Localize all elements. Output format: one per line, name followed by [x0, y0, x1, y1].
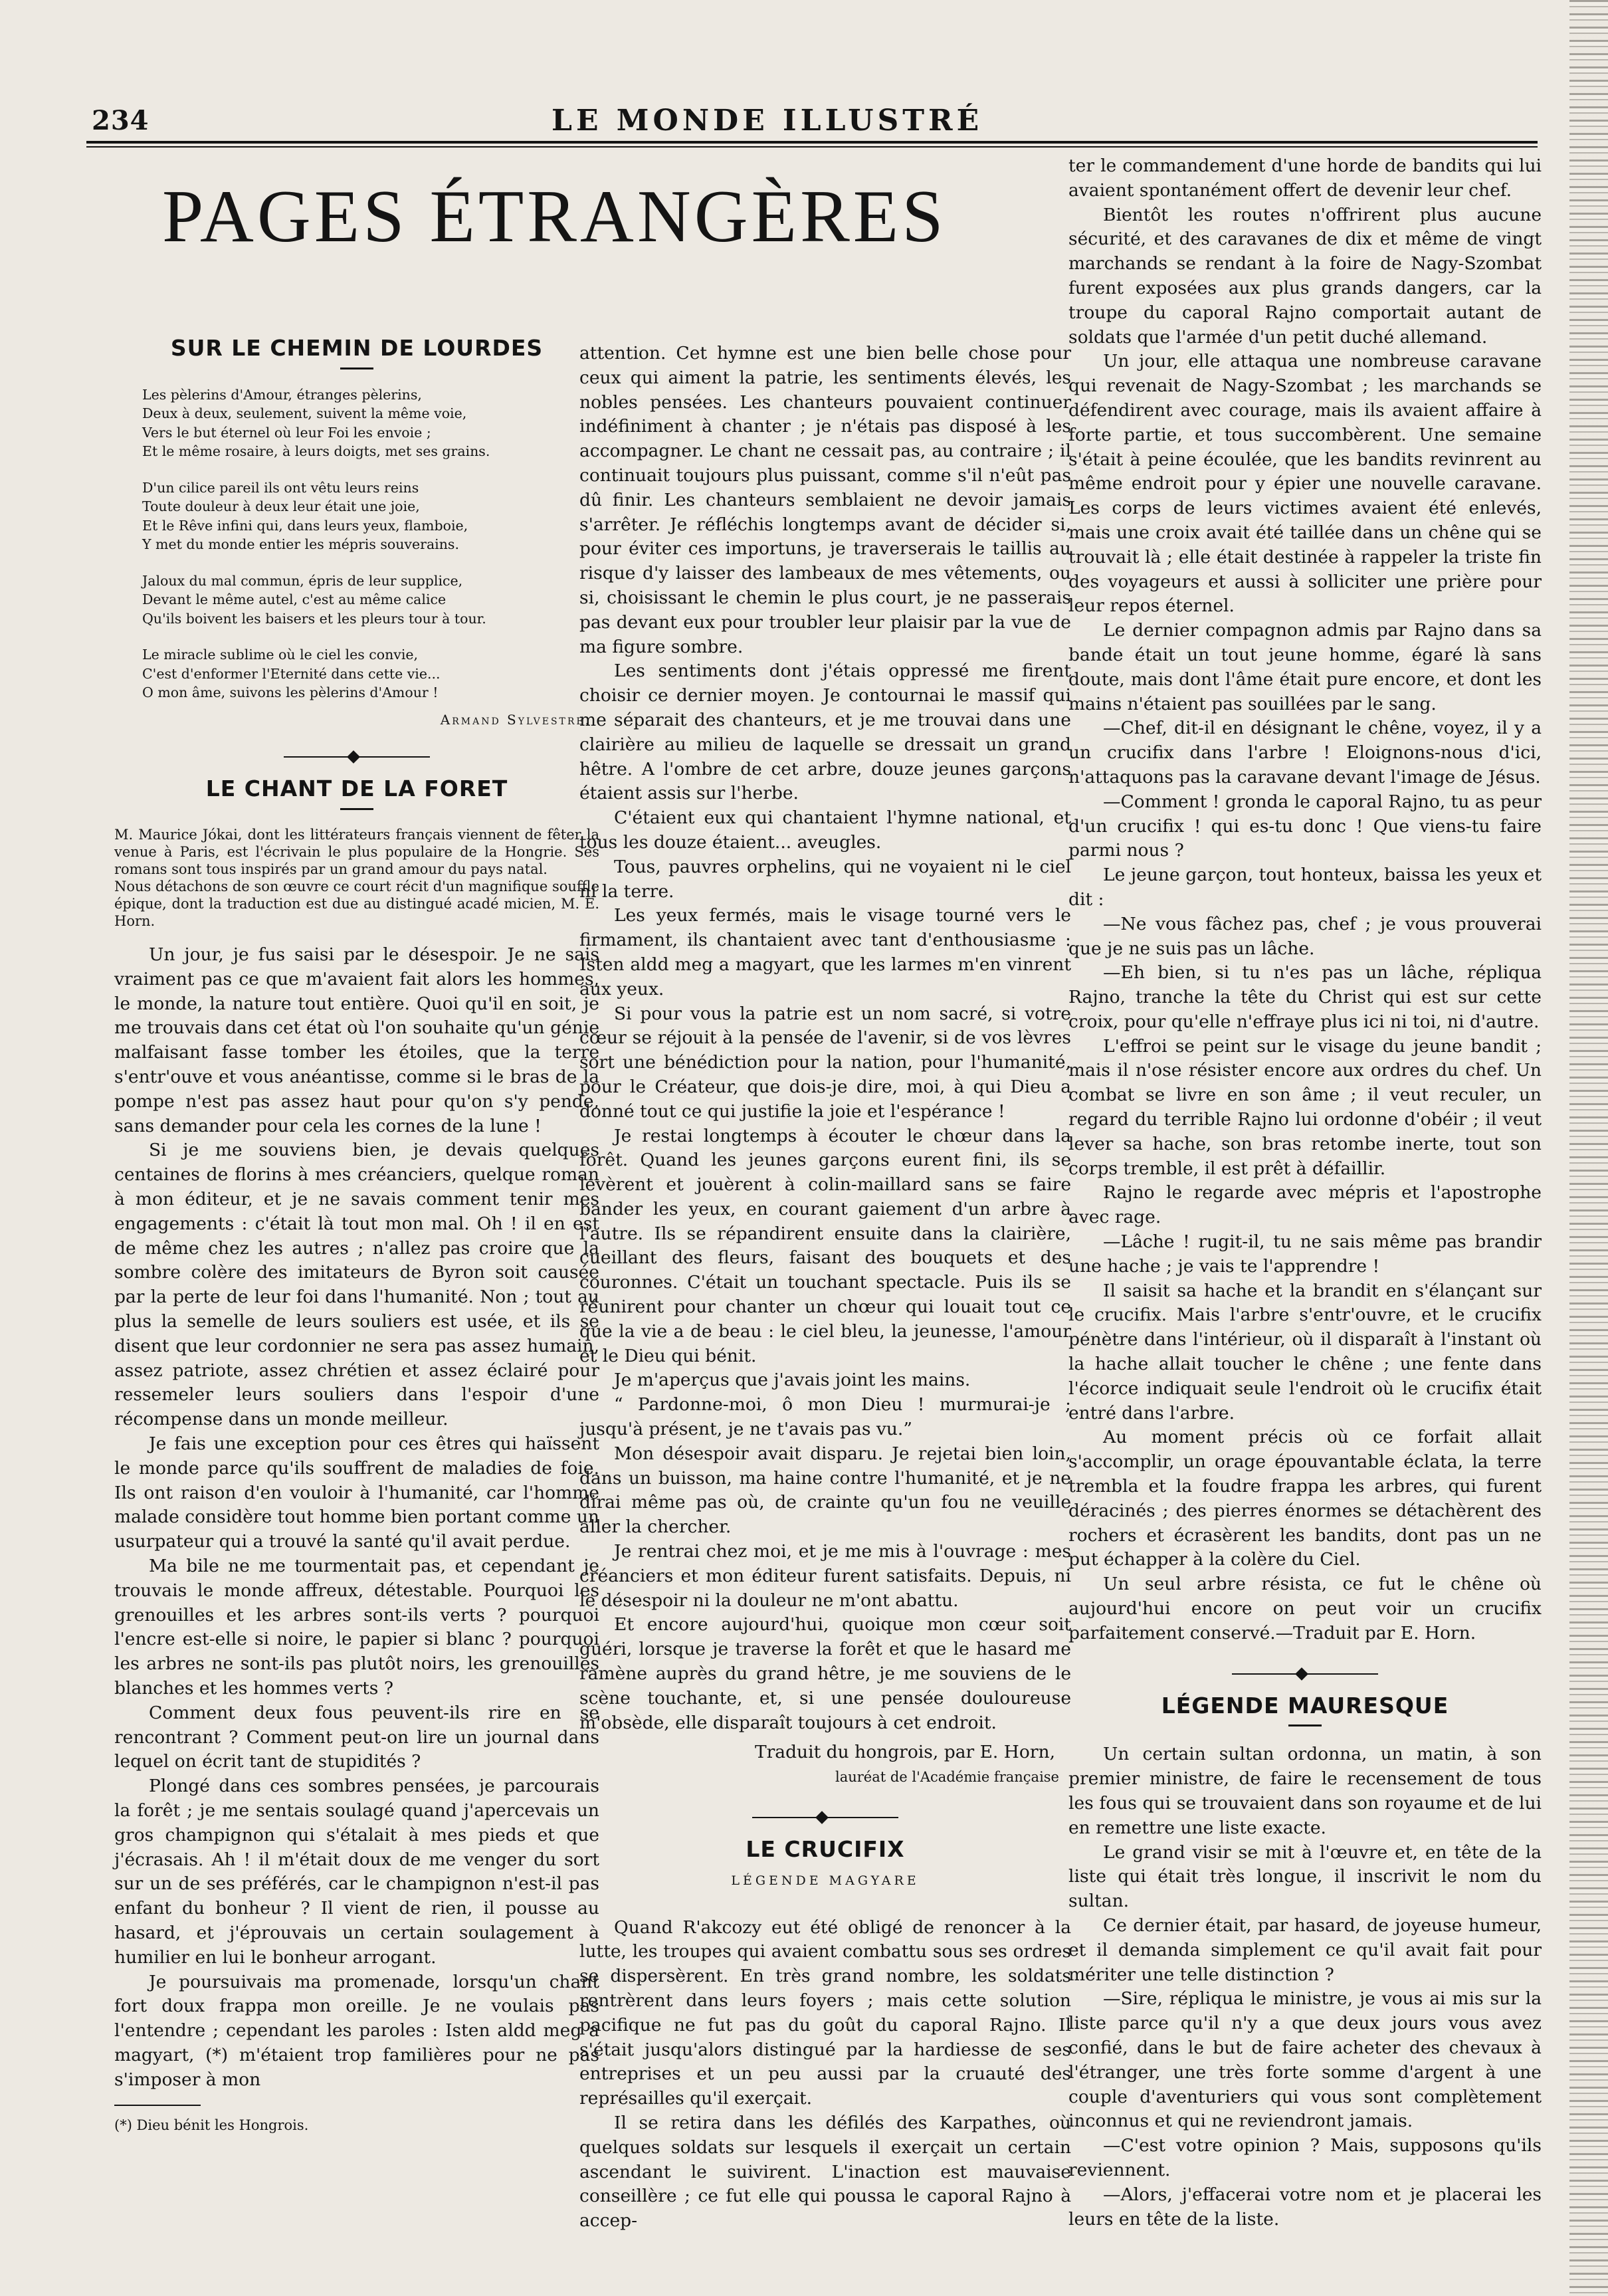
paragraph: Rajno le regarde avec mépris et l'apostrophe avec rage. [1068, 1182, 1542, 1228]
poem-line: Qu'ils boivent les baisers et les pleurs tour à tour. [142, 610, 486, 627]
paragraph: C'étaient eux qui chantaient l'hymne national, et tous les douze étaient... aveugles. [579, 807, 1071, 853]
poem-line: Et le Rêve infini qui, dans leurs yeux, flamboie, [142, 517, 468, 534]
poem-line: Et le même rosaire, à leurs doigts, met ses grains. [142, 443, 490, 460]
paragraph: Les sentiments dont j'étais oppressé me firent choisir ce dernier moyen. Je contournai le massif qui me séparait des chanteurs, et je me trouvai dans une clairière au milieu de laquelle se dressait un grand hêtre. A l'ombre de cet arbre, douze jeunes garçons étaient assis sur l'herbe. [579, 661, 1071, 804]
crucifix-subtitle: LÉGENDE MAGYARE [731, 1873, 920, 1888]
column-3 [1068, 154, 1542, 2232]
paragraph: Le jeune garçon, tout honteux, baissa les yeux et dit : [1068, 865, 1542, 910]
paragraph: Si pour vous la patrie est un nom sacré, si votre cœur se réjouit à la pensée de l'avenir, si de vos lèvres sort une bénédiction pour la nation, pour l'humanité, pour le Créateur, que dois-je dire, moi, à qui Dieu a donné tout ce qui justifie la joie et l'espérance ! [579, 1003, 1071, 1122]
poem-line: Vers le but éternel où leur Foi les envoie ; [142, 424, 431, 441]
paragraph: Je poursuivais ma promenade, lorsqu'un chant fort doux frappa mon oreille. Je ne voulais pas l'entendre ; cependant les paroles : Isten aldd meg a magyart, (*) m'étaient trop familières pour ne pas s'imposer à mon [114, 1971, 599, 2090]
paragraph: Au moment précis où ce forfait allait s'accomplir, un orage épouvantable éclata, la terre trembla et la foudre frappa les arbres, qui furent déracinés ; des pierres énormes se détachèrent des rochers et écrasèrent les bandits, dont pas un ne put échapper à la colère du Ciel. [1068, 1427, 1542, 1570]
page-number: 234 [92, 105, 150, 136]
paragraph: Tous, pauvres orphelins, qui ne voyaient ni le ciel ni la terre. [579, 856, 1071, 902]
paragraph: Il saisit sa hache et la brandit en s'élançant sur le crucifix. Mais l'arbre s'entr'ouvre, et le crucifix pénètre dans l'intérieur, où il disparaît à l'instant où la hache allait toucher le chêne ; une fente dans l'écorce indiquait seule l'endroit où le crucifix était entré dans l'arbre. [1068, 1280, 1542, 1423]
legende-title: LÉGENDE MAURESQUE [1161, 1692, 1449, 1719]
paragraph: Un jour, je fus saisi par le désespoir. Je ne sais vraiment pas ce que m'avaient fait alors les hommes, le monde, la nature tout entière. Quoi qu'il en soit, je me trouvais dans cet état où l'on souhaite qu'un génie malfaisant fasse tomber les étoiles, que la terre s'entr'ouve et vous anéantisse, comme si le bras de la pompe n'est pas assez haut pour qu'on s'y pende, sans demander pour cela les cornes de la lune ! [114, 944, 599, 1136]
intro-paragraph: M. Maurice Jókai, dont les littérateurs français viennent de fêter la venue à Paris, est l'écrivain le plus populaire de la Hongrie. Ses romans sont tous inspirés par un grand amour du pays natal. [114, 827, 599, 878]
poem-line: Devant le même autel, c'est au même calice [142, 591, 447, 608]
poem-line: C'est d'enformer l'Eternité dans cette vie... [142, 665, 441, 682]
paragraph: Un seul arbre résista, ce fut le chêne où aujourd'hui encore on peut voir un crucifix parfaitement conservé.—Traduit par E. Horn. [1068, 1574, 1542, 1643]
poem-line: Jaloux du mal commun, épris de leur supplice, [142, 572, 463, 589]
paragraph: Ma bile ne me tourmentait pas, et cependant je trouvais le monde affreux, détestable. Pourquoi les grenouilles et les arbres sont-ils verts ? pourquoi l'encre est-elle si noire, le papier si blanc ? pourquoi les arbres ne sont-ils pas plutôt noirs, les grenouilles blanches et les hommes verts ? [114, 1556, 599, 1699]
paragraph: Ce dernier était, par hasard, de joyeuse humeur, et il demanda simplement ce qu'il avait fait pour mériter une telle distinction ? [1068, 1915, 1542, 1985]
translator-note: lauréat de l'Académie française [835, 1769, 1059, 1786]
poem-line: Deux à deux, seulement, suivent la même voie, [142, 405, 467, 422]
paragraph: Je rentrai chez moi, et je me mis à l'ouvrage : mes créanciers et mon éditeur furent satisfaits. Depuis, ni le désespoir ni la douleur ne m'ont abattu. [579, 1541, 1071, 1611]
paragraph: Un certain sultan ordonna, un matin, à son premier ministre, de faire le recensement de tous les fous qui se trouvaient dans son royaume et de lui en remettre une liste exacte. [1068, 1744, 1542, 1838]
masthead: LE MONDE ILLUSTRÉ [552, 104, 983, 138]
paragraph: —Comment ! gronda le caporal Rajno, tu as peur d'un crucifix ! qui es-tu donc ! Que viens-tu faire parmi nous ? [1068, 791, 1542, 861]
title-dash [1288, 1724, 1322, 1726]
paragraph: “ Pardonne-moi, ô mon Dieu ! murmurai-je ; jusqu'à présent, je ne t'avais pas vu.” [579, 1394, 1071, 1440]
paragraph: —C'est votre opinion ? Mais, supposons qu'ils reviennent. [1068, 2135, 1542, 2180]
translator-credit: Traduit du hongrois, par E. Horn, [754, 1742, 1055, 1763]
poem-author: Armand Sylvestre. [440, 711, 591, 728]
poem-line: D'un cilice pareil ils ont vêtu leurs reins [142, 479, 419, 496]
stanza-gap [142, 628, 599, 645]
paragraph: Bientôt les routes n'offrirent plus aucune sécurité, et des caravanes de dix et même de vingt marchands se rendant à la foire de Nagy-Szombat furent exposées aux plus grands dangers, car la troupe du caporal Rajno comportait autant de soldats que l'armée d'un petit duché allemand. [1068, 204, 1542, 348]
paragraph: Plongé dans ces sombres pensées, je parcourais la forêt ; je me sentais soulagé quand j'apercevais un gros champignon qui s'étalait à mes pieds et que j'écrasais. Ah ! il m'était doux de me venger du sort sur un de ses préférés, car le champignon n'est-il pas enfant du bonheur ? Il vient de rien, il pousse au hasard, et j'éprouvais un certain soulagement à humilier en lui le bonheur arrogant. [114, 1776, 599, 1968]
section-ornament [752, 1812, 898, 1823]
paragraph: —Chef, dit-il en désignant le chêne, voyez, il y a un crucifix dans l'arbre ! Eloignons-nous d'ici, n'attaquons pas la caravane devant l'image de Jésus. [1068, 718, 1542, 787]
poem [114, 385, 599, 730]
stanza-gap [142, 461, 599, 478]
paragraph: —Eh bien, si tu n'es pas un lâche, répliqua Rajno, tranche la tête du Christ qui est sur cette croix, pour qu'elle n'effraye plus ici ni toi, ni d'autre. [1068, 962, 1542, 1032]
paragraph: Et encore aujourd'hui, quoique mon cœur soit guéri, lorsque je traverse la forêt et que le hasard me ramène auprès du grand hêtre, je me souviens de le scène touchante, et, si une pensée douloureuse m'obsède, elle disparaît toujours à cet endroit. [579, 1614, 1071, 1733]
paragraph: —Sire, répliqua le ministre, je vous ai mis sur la liste parce qu'il n'y a que deux jours vous avez confié, dans le but de faire acheter des chevaux à l'étranger, une très forte somme d'argent à une couple d'aventuriers qui vous sont complètement inconnus et qui ne reviendront jamais. [1068, 1988, 1542, 2132]
paragraph: Quand R'akcozy eut été obligé de renoncer à la lutte, les troupes qui avaient combattu sous ses ordres se dispersèrent. En très grand nombre, les soldats rentrèrent dans leurs foyers ; mais cette solution pacifique ne fut pas du goût du caporal Rajno. Il s'était jusqu'alors distingué par la hardiesse de ses entreprises et un peu aussi par la cruauté des représailles qu'il exerçait. [579, 1917, 1071, 2109]
column-1 [114, 324, 599, 2134]
title-dash [340, 367, 373, 369]
header-rule-thick [86, 141, 1538, 144]
paragraph: Si je me souviens bien, je devais quelques centaines de florins à mes créanciers, quelque roman à mon éditeur, et je ne savais comment tenir mes engagements : c'était là tout mon mal. Oh ! il en est de même chez les autres ; n'allez pas croire que la sombre colère des imitateurs de Byron soit causée par la perte de leur foi dans l'humanité. Non ; tout au plus la semelle de leurs souliers est usée, et ils se disent que leur cordonnier ne sera pas assez humain, assez patriote, assez chrétien et assez éclairé pour ressemeler leurs souliers dans l'espoir d'une récompense dans un monde meilleur. [114, 1140, 599, 1430]
paragraph: Il se retira dans les défilés des Karpathes, où quelques soldats sur lesquels il exerçait un certain ascendant le suivirent. L'inaction est mauvaise conseillère ; ce fut elle qui poussa le caporal Rajno à accep- [579, 2112, 1071, 2232]
paragraph: —Lâche ! rugit-il, tu ne sais même pas brandir une hache ; je vais te l'apprendre ! [1068, 1231, 1542, 1277]
paragraph: ter le commandement d'une horde de bandits qui lui avaient spontanément offert de devenir leur chef. [1068, 156, 1542, 201]
footnote-rule [114, 2105, 201, 2106]
title-dash [340, 808, 373, 810]
chant-intro [114, 826, 599, 930]
torn-page-edge [1569, 0, 1608, 2296]
section-ornament [284, 752, 430, 762]
crucifix-title: LE CRUCIFIX [746, 1836, 905, 1863]
paragraph: Je m'aperçus que j'avais joint les mains. [614, 1370, 971, 1391]
paragraph: Le dernier compagnon admis par Rajno dans sa bande était un tout jeune homme, égaré là sans doute, mais dont l'âme était pure encore, et dont les mains n'étaient pas souillées par le sang. [1068, 620, 1542, 714]
poem-line: Y met du monde entier les mépris souverains. [142, 536, 459, 553]
paragraph: Comment deux fous peuvent-ils rire en se rencontrant ? Comment peut-on lire un journal dans lequel on écrit tant de stupidités ? [114, 1702, 599, 1772]
intro-paragraph: Nous détachons de son œuvre ce court récit d'un magnifique souffle épique, dont la traduction est due au distingué acadé micien, M. E. Horn. [114, 879, 599, 930]
poem-line: Le miracle sublime où le ciel les convie, [142, 647, 419, 663]
paragraph: Je fais une exception pour ces êtres qui haïssent le monde parce qu'ils souffrent de maladies de foie. Ils ont raison d'en vouloir à l'humanité, car l'homme malade considère tout homme bien portant comme un usurpateur qui a trouvé la santé qu'il avait perdue. [114, 1433, 599, 1552]
section-title: PAGES ÉTRANGÈRES [162, 175, 947, 258]
poem-line: Les pèlerins d'Amour, étranges pèlerins, [142, 386, 422, 403]
column-2 [579, 342, 1071, 2234]
footnote: (*) Dieu bénit les Hongrois. [114, 2117, 309, 2133]
paragraph: —Ne vous fâchez pas, chef ; je vous prouverai que je ne suis pas un lâche. [1068, 913, 1542, 959]
paragraph: L'effroi se peint sur le visage du jeune bandit ; mais il n'ose résister encore aux ordres du chef. Un combat se livre en son âme ; il veut reculer, un regard du terrible Rajno lui ordonne d'obéir ; il veut lever sa hache, son bras retombe inerte, tout son corps tremble, il est prêt à défaillir. [1068, 1035, 1542, 1179]
header-rule-thin [86, 146, 1538, 148]
poem-line: O mon âme, suivons les pèlerins d'Amour ! [142, 684, 439, 701]
paragraph: Les yeux fermés, mais le visage tourné vers le firmament, ils chantaient avec tant d'enthousiasme : Isten aldd meg a magyart, que les larmes m'en vinrent aux yeux. [579, 905, 1071, 999]
section-ornament [1232, 1669, 1378, 1679]
paragraph: Le grand visir se mit à l'œuvre et, en tête de la liste qui était très longue, il inscrivit le nom du sultan. [1068, 1841, 1542, 1912]
paragraph: attention. Cet hymne est une bien belle chose pour ceux qui aiment la patrie, les sentiments élevés, les nobles pensées. Les chanteurs pouvaient continuer indéfiniment à chanter ; je n'étais pas disposé à les accompagner. Le chant ne cessait pas, au contraire ; il continuait toujours plus puissant, comme s'il n'eût pas dû finir. Les chanteurs semblaient ne devoir jamais s'arrêter. Je réfléchis longtemps avant de décider si, pour éviter ces importuns, je traverserais le taillis au risque d'y laisser des lambeaux de mes vêtements, ou si, choisissant le chemin le plus court, je ne passerais pas devant eux pour troubler leur plaisir par la vue de ma figure sombre. [579, 343, 1071, 657]
paragraph: —Alors, j'effacerai votre nom et je placerai les leurs en tête de la liste. [1068, 2184, 1542, 2230]
poem-title: SUR LE CHEMIN DE LOURDES [170, 335, 544, 361]
chant-title: LE CHANT DE LA FORET [205, 776, 508, 802]
poem-line: Toute douleur à deux leur était une joie, [142, 498, 420, 515]
paragraph: Mon désespoir avait disparu. Je rejetai bien loin, dans un buisson, ma haine contre l'humanité, et je ne dirai même pas où, de crainte qu'un fou ne veuille aller la chercher. [579, 1443, 1071, 1538]
stanza-gap [142, 554, 599, 572]
paragraph: Un jour, elle attaqua une nombreuse caravane qui revenait de Nagy-Szombat ; les marchands se défendirent avec courage, mais ils avaient affaire à forte partie, et tous succombèrent. Une semaine s'était à peine écoulée, que les bandits revinrent au même endroit pour y épier une nouvelle caravane. Les corps de leurs victimes avaient été enlevés, mais une croix avait été taillée dans un chêne qui se trouvait là ; elle était destinée à rappeler la triste fin des voyageurs et aussi à solliciter une prière pour leur repos éternel. [1068, 351, 1542, 617]
paragraph: Je restai longtemps à écouter le chœur dans la forêt. Quand les jeunes garçons eurent fini, ils se levèrent et jouèrent à colin-maillard sans se faire bander les yeux, en courant gaiement d'un arbre à l'autre. Ils se répandirent ensuite dans la clairière, cueillant des fleurs, faisant des bouquets et des couronnes. C'était un touchant spectacle. Puis ils se réunirent pour chanter un chœur qui louait tout ce que la vie a de beau : le ciel bleu, la jeunesse, l'amour et le Dieu qui bénit. [579, 1125, 1071, 1366]
